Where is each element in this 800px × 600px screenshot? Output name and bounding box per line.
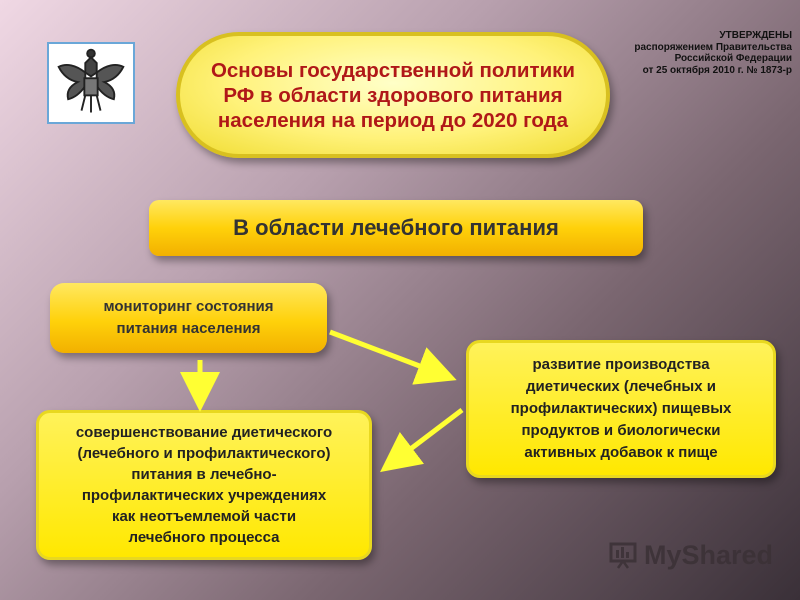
box-line: профилактических учреждениях — [81, 487, 327, 504]
approval-line: Российской Федерации — [674, 53, 792, 64]
box-line: как неотъемлемой части — [111, 508, 297, 525]
watermark-prefix: My — [644, 539, 682, 570]
approval-line: от 25 октября 2010 г. № 1873-р — [642, 64, 792, 76]
approval-note — [600, 30, 792, 76]
section-heading: В области лечебного питания — [149, 200, 643, 256]
box-line: (лечебного и профилактического) — [77, 445, 331, 462]
coat-of-arms-icon — [47, 42, 135, 124]
title-line: РФ в области здорового питания — [223, 83, 563, 107]
development-box — [466, 340, 776, 478]
box-line: развитие производства — [532, 356, 710, 373]
box-line: продуктов и биологически — [521, 422, 721, 439]
monitoring-box — [50, 283, 327, 353]
box-line: мониторинг состояния — [103, 298, 274, 315]
box-line: активных добавок к пище — [524, 444, 718, 461]
approval-line: распоряжением Правительства — [634, 41, 792, 53]
myshared-watermark — [608, 537, 773, 573]
arrow-monitor-to-develop — [330, 332, 438, 373]
box-line: совершенствование диетического — [75, 424, 333, 441]
box-line: профилактических) пищевых — [510, 400, 732, 417]
arrow-develop-to-improve — [396, 410, 462, 460]
improvement-box — [36, 410, 372, 560]
approval-line: УТВЕРЖДЕНЫ — [719, 30, 792, 41]
title-line: Основы государственной политики — [210, 58, 576, 82]
main-title — [176, 32, 610, 158]
box-line: диетических (лечебных и — [526, 378, 716, 395]
box-line: питания в лечебно- — [131, 466, 277, 483]
box-line: питания населения — [116, 320, 261, 337]
presentation-board-icon — [608, 540, 638, 570]
title-line: населения на период до 2020 года — [217, 108, 569, 132]
watermark-suffix: Shared — [681, 539, 774, 570]
box-line: лечебного процесса — [128, 529, 280, 546]
